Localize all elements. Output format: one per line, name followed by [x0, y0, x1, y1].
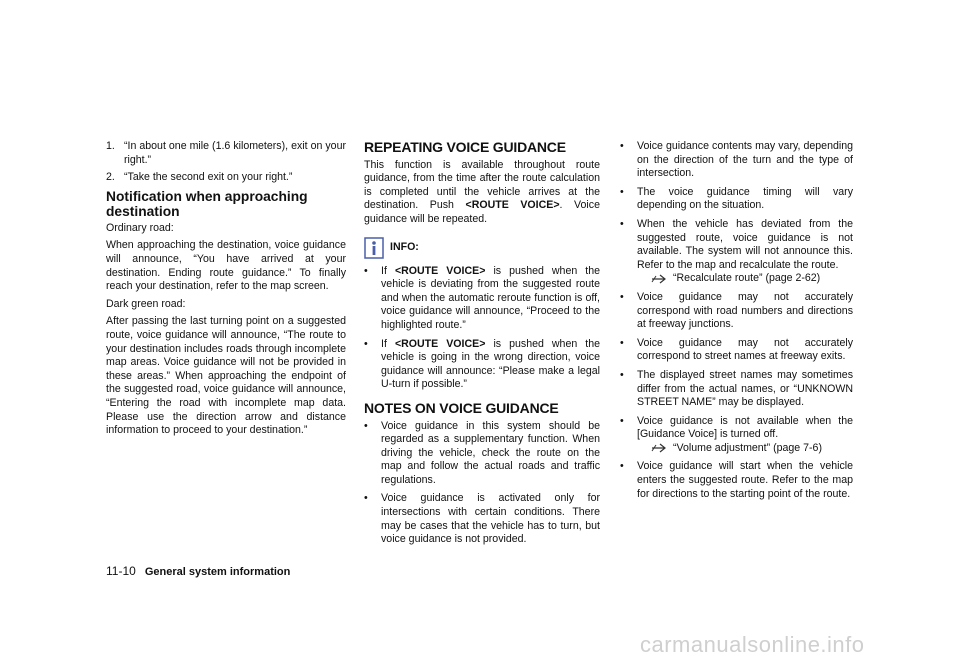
reference-text: “Volume adjustment” (page 7-6): [673, 441, 822, 454]
list-item: [620, 460, 853, 501]
bullet: •: [620, 185, 624, 198]
bullet: •: [620, 140, 624, 152]
list-item: [620, 140, 853, 181]
bullet: •: [364, 337, 368, 350]
bullet: •: [620, 217, 624, 230]
reference-arrow-icon: [651, 274, 669, 284]
bullet: •: [364, 419, 368, 432]
info-label: INFO:: [390, 240, 419, 253]
item-text: When the vehicle has deviated from the suggested route, voice guidance is not available. The system will not announce this. Refer to the map and recalculate the route.: [637, 217, 853, 271]
page-reference[interactable]: [637, 272, 853, 286]
item-text: Voice guidance is not available when the [Guidance Voice] is turned off.: [637, 414, 853, 441]
info-item: [364, 338, 600, 392]
key-label: <ROUTE VOICE>: [394, 264, 486, 277]
item-text: Voice guidance contents may vary, depending on the direction of the turn and the type of intersection.: [637, 140, 853, 180]
item-text: The voice guidance timing will vary depending on the situation.: [637, 185, 853, 212]
info-icon: [364, 237, 384, 259]
column-left: [106, 140, 346, 442]
bullet: •: [364, 492, 368, 505]
item-text: is pushed when the vehicle is deviating from the suggested route and when the automatic reroute function is off, voice guidance will announce, “Proceed to the highlighted route.”: [381, 264, 600, 331]
paragraph: When approaching the destination, voice guidance will announce, “You have arrived at your destination. Ending route guidance.” To finally reach your destination, refer to the map screen.: [106, 239, 346, 293]
info-header: [364, 237, 600, 259]
item-text: If: [381, 264, 387, 277]
column-right: [620, 140, 853, 506]
list-number: 2.: [106, 171, 115, 184]
page-reference[interactable]: [637, 442, 853, 456]
item-text: Voice guidance may not accurately correspond with road numbers and directions at freeway junctions.: [637, 290, 853, 331]
bullet: •: [620, 368, 624, 381]
item-text: Voice guidance in this system should be regarded as a supplementary function. When driving the vehicle, check the route on the map and follow the actual roads and traffic regulations.: [381, 419, 600, 486]
section-title: General system information: [144, 566, 291, 578]
key-label: <ROUTE VOICE>: [465, 199, 560, 212]
list-text: “Take the second exit on your right.”: [124, 171, 293, 184]
reference-arrow-icon: [651, 443, 669, 453]
item-text: If: [381, 337, 387, 350]
item-text: The displayed street names may sometimes differ from the actual names, or “UNKNOWN STREET NAME” may be displayed.: [637, 368, 853, 409]
paragraph: Dark green road:: [106, 297, 186, 310]
section-heading: REPEATING VOICE GUIDANCE: [364, 139, 566, 155]
list-item: [106, 171, 346, 185]
list-number: 1.: [106, 140, 115, 152]
item-text: is pushed when the vehicle is going in the wrong direction, voice guidance will announce: “Please make a legal U-turn if possible.”: [381, 337, 600, 391]
bullet: •: [364, 264, 368, 277]
paragraph: [364, 159, 600, 227]
page-number: 11-10: [106, 564, 136, 578]
column-middle: [364, 138, 600, 552]
item-text: Voice guidance may not accurately correspond to street names at freeway exits.: [637, 336, 853, 363]
key-label: <ROUTE VOICE>: [394, 337, 486, 350]
item-text: Voice guidance will start when the vehicle enters the suggested route. Refer to the map for directions to the starting point of the route.: [637, 460, 853, 500]
paragraph-text: This function is available throughout route guidance, from the time after the route calculation is completed until the vehicle arrives at the destination. Push: [364, 158, 600, 212]
note-item: [364, 420, 600, 488]
section-heading: NOTES ON VOICE GUIDANCE: [364, 399, 559, 416]
bullet: •: [620, 414, 624, 427]
paragraph: After passing the last turning point on a suggested route, voice guidance will announce, “The route to your destination includes roads through incomplete map areas. Voice guidance will not be provided in these areas.” When approaching the endpoint of the suggested road, voice guidance will announce, “Entering the road with incomplete map data. Please use the direction arrow and distance information to proceed to your destination.”: [106, 315, 346, 437]
list-text: “In about one mile (1.6 kilometers), exit on your right.”: [124, 140, 346, 166]
bullet: •: [620, 290, 624, 303]
page-footer: [106, 564, 290, 578]
list-item: [620, 369, 853, 410]
list-item: [106, 140, 346, 167]
bullet: •: [620, 460, 624, 473]
list-item: [620, 186, 853, 213]
list-item: [620, 218, 853, 286]
list-item: [620, 415, 853, 456]
item-text: Voice guidance is activated only for intersections with certain conditions. There may be cases that the vehicle has to turn, but voice guidance is not provided.: [381, 492, 600, 546]
paragraph-text: . Voice guidance will be repeated.: [364, 199, 600, 225]
info-item: [364, 265, 600, 333]
watermark: carmanualsonline.info: [640, 632, 865, 657]
bullet: •: [620, 336, 624, 349]
section-heading: Notification when approaching destination: [106, 188, 308, 219]
paragraph: Ordinary road:: [106, 221, 174, 234]
list-item: [620, 291, 853, 332]
note-item: [364, 492, 600, 546]
list-item: [620, 337, 853, 364]
reference-text: “Recalculate route” (page 2-62): [673, 272, 821, 285]
